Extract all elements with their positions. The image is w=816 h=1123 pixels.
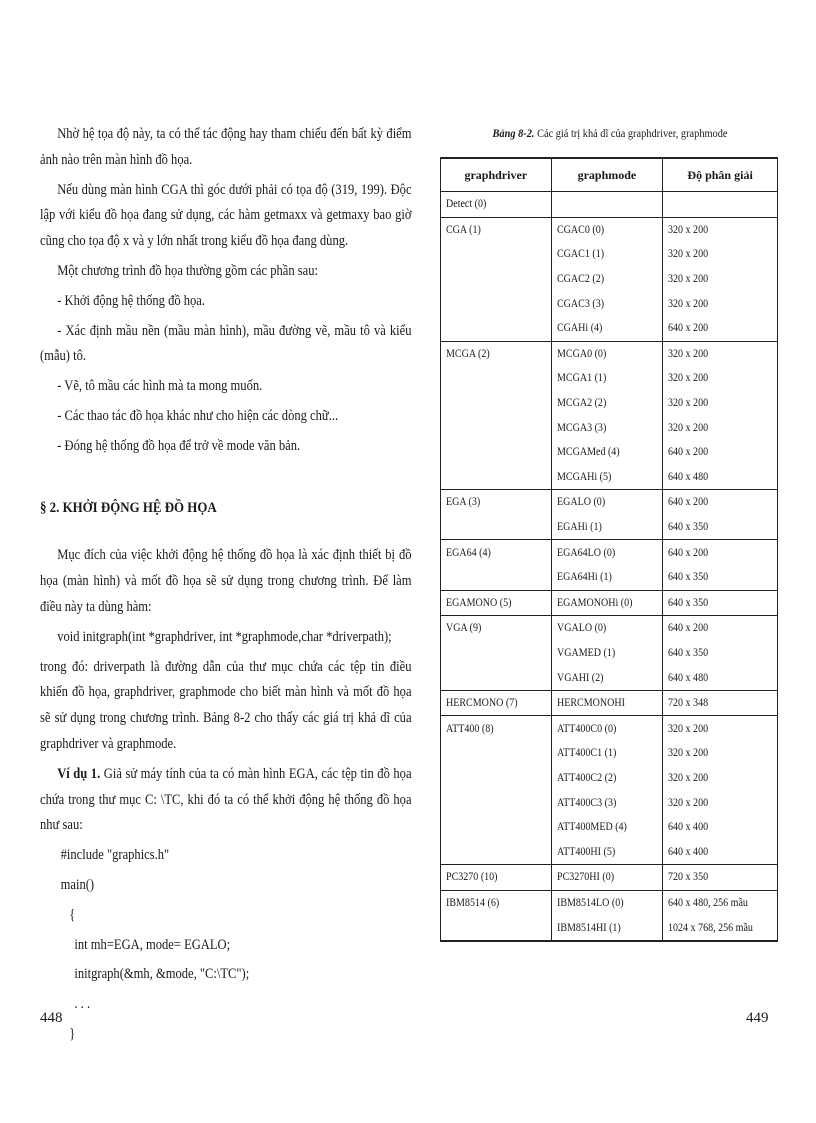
- cell-resolution: [663, 217, 778, 242]
- cell-graphmode: [551, 890, 663, 915]
- cell-graphdriver: [441, 415, 552, 440]
- cell-graphdriver: [441, 291, 552, 316]
- cell-resolution: [663, 616, 778, 641]
- page-number-left: 448: [40, 1010, 63, 1026]
- cell-graphmode: [551, 366, 663, 391]
- code-line: int mh=EGA, mode= EGALO;: [74, 936, 231, 953]
- cell-resolution: [663, 790, 778, 815]
- table-row: [441, 515, 778, 540]
- cell-resolution: [663, 890, 778, 915]
- cell-graphmode: [551, 242, 663, 267]
- cell-resolution-text: 640 x 200: [668, 546, 709, 559]
- paragraph: Nếu dùng màn hình CGA thì góc dưới phải có tọa độ (319, 199). Độc lập với kiểu đồ họa đang sử dụng, các hàm getmaxx và getmaxy bao giờ cũng cho tọa độ x và y lớn nhất trong kiểu đồ họa đang dùng.: [40, 181, 412, 250]
- table-row: [441, 540, 778, 565]
- cell-graphmode-text: CGAC3 (3): [556, 297, 604, 310]
- cell-graphmode: [551, 815, 663, 840]
- cell-graphmode-text: MCGA3 (3): [556, 421, 606, 434]
- cell-graphdriver: [441, 665, 552, 690]
- cell-graphdriver: [441, 590, 552, 616]
- section-title: § 2. KHỞI ĐỘNG HỆ ĐỒ HỌA: [40, 499, 217, 516]
- cell-graphmode: [551, 716, 663, 741]
- cell-graphdriver: [441, 915, 552, 941]
- table-row: [441, 267, 778, 292]
- header-graphmode: graphmode: [551, 158, 663, 192]
- cell-graphdriver: [441, 391, 552, 416]
- cell-resolution: [663, 490, 778, 515]
- cell-graphmode: [551, 741, 663, 766]
- example-label: Ví dụ 1.: [57, 765, 101, 782]
- cell-graphmode: [551, 915, 663, 941]
- cell-graphmode: [551, 192, 663, 218]
- cell-graphdriver: [441, 641, 552, 666]
- cell-graphmode: [551, 217, 663, 242]
- code-line: . . .: [74, 996, 91, 1013]
- cell-resolution-text: 640 x 200: [668, 322, 709, 335]
- cell-graphmode-text: EGALO (0): [556, 496, 605, 509]
- table-row: [441, 790, 778, 815]
- header-resolution: Độ phân giải: [663, 158, 778, 192]
- cell-resolution-text: 720 x 350: [668, 871, 709, 884]
- left-page-body: [40, 122, 412, 1048]
- cell-graphmode: [551, 690, 663, 716]
- cell-resolution-text: 640 x 350: [668, 571, 709, 584]
- cell-graphmode: [551, 766, 663, 791]
- cell-resolution-text: 640 x 480: [668, 671, 709, 684]
- header-graphdriver: graphdriver: [441, 158, 552, 192]
- list-item: - Xác định mầu nền (mầu màn hình), mầu đường vẽ, mầu tô và kiểu (mẫu) tô.: [40, 322, 412, 365]
- cell-graphmode-text: HERCMONOHI: [556, 697, 625, 710]
- cell-graphmode-text: ATT400C1 (1): [556, 747, 616, 760]
- cell-graphmode-text: MCGA0 (0): [556, 347, 606, 360]
- cell-graphmode: [551, 391, 663, 416]
- cell-graphmode: [551, 465, 663, 490]
- cell-resolution-text: 320 x 200: [668, 248, 709, 261]
- cell-resolution-text: 320 x 200: [668, 347, 709, 360]
- table-header-row: [441, 158, 778, 192]
- cell-graphdriver: [441, 267, 552, 292]
- cell-resolution: [663, 515, 778, 540]
- cell-graphdriver-text: EGA64 (4): [446, 546, 491, 559]
- cell-graphdriver-text: HERCMONO (7): [446, 697, 518, 710]
- cell-graphmode-text: ATT400HI (5): [556, 845, 615, 858]
- table-row: [441, 316, 778, 341]
- cell-graphmode: [551, 490, 663, 515]
- cell-resolution: [663, 839, 778, 864]
- cell-graphmode-text: IBM8514HI (1): [556, 921, 621, 934]
- cell-resolution-text: 640 x 480, 256 mầu: [668, 896, 749, 909]
- cell-resolution: [663, 641, 778, 666]
- example-text: Giả sử máy tính của ta có màn hình EGA, các tệp tin đồ họa chứa trong thư mục C: \TC, khi đó ta có thể khởi động hệ thống đồ họa như sau:: [40, 765, 412, 834]
- cell-resolution-text: 640 x 400: [668, 821, 709, 834]
- list-item: - Khởi động hệ thống đồ họa.: [57, 292, 206, 309]
- cell-graphmode: [551, 291, 663, 316]
- cell-graphmode: [551, 616, 663, 641]
- cell-graphdriver-text: PC3270 (10): [446, 871, 498, 884]
- cell-resolution-text: 320 x 200: [668, 297, 709, 310]
- cell-resolution-text: 320 x 200: [668, 747, 709, 760]
- cell-resolution-text: 640 x 200: [668, 496, 709, 509]
- cell-graphdriver: [441, 465, 552, 490]
- cell-graphmode-text: PC3270HI (0): [556, 871, 614, 884]
- cell-graphdriver: [441, 616, 552, 641]
- cell-graphmode-text: VGALO (0): [556, 622, 606, 635]
- cell-graphdriver-text: MCGA (2): [446, 347, 490, 360]
- cell-graphmode-text: EGA64Hi (1): [556, 571, 612, 584]
- code-line: #include "graphics.h": [60, 847, 170, 864]
- cell-resolution-text: 320 x 200: [668, 722, 709, 735]
- table-row: [441, 490, 778, 515]
- cell-graphmode: [551, 641, 663, 666]
- cell-graphmode-text: MCGA2 (2): [556, 397, 606, 410]
- cell-graphdriver: [441, 515, 552, 540]
- cell-graphdriver: [441, 540, 552, 565]
- cell-graphmode-text: MCGAMed (4): [556, 446, 620, 459]
- table-row: [441, 440, 778, 465]
- table-row: [441, 766, 778, 791]
- cell-resolution-text: 640 x 350: [668, 646, 709, 659]
- cell-graphdriver-text: EGA (3): [446, 496, 481, 509]
- cell-graphdriver-text: VGA (9): [446, 622, 482, 635]
- list-item: - Đóng hệ thống đồ họa để trở về mode văn bản.: [57, 437, 301, 454]
- page-number-right: 449: [746, 1010, 769, 1026]
- cell-resolution-text: 640 x 200: [668, 446, 709, 459]
- example-paragraph: [40, 762, 412, 839]
- cell-graphmode-text: VGAMED (1): [556, 646, 615, 659]
- cell-graphmode-text: EGAMONOHi (0): [556, 596, 633, 609]
- table-row: [441, 291, 778, 316]
- table-row: [441, 217, 778, 242]
- cell-graphmode: [551, 665, 663, 690]
- cell-graphdriver: [441, 316, 552, 341]
- cell-graphmode-text: CGAC2 (2): [556, 273, 604, 286]
- table-row: [441, 915, 778, 941]
- cell-resolution-text: 320 x 200: [668, 273, 709, 286]
- code-line: initgraph(&mh, &mode, "C:\TC");: [74, 966, 250, 983]
- cell-graphmode: [551, 865, 663, 891]
- table-row: [441, 192, 778, 218]
- cell-resolution: [663, 415, 778, 440]
- cell-graphdriver: [441, 741, 552, 766]
- cell-resolution-text: 320 x 200: [668, 372, 709, 385]
- paragraph: trong đó: driverpath là đường dẫn của thư mục chứa các tệp tin điều khiển đồ họa, graphdriver, graphmode cho biết màn hình và mốt đồ họa sẽ sử dụng trong chương trình. Bảng 8-2 cho thấy các giá trị khả dĩ của graphdriver và graphmode.: [40, 658, 412, 752]
- cell-graphdriver: [441, 690, 552, 716]
- cell-resolution: [663, 465, 778, 490]
- cell-resolution-text: 320 x 200: [668, 223, 709, 236]
- cell-graphmode: [551, 440, 663, 465]
- cell-graphdriver: [441, 839, 552, 864]
- cell-graphdriver: [441, 865, 552, 891]
- cell-graphdriver: [441, 766, 552, 791]
- cell-resolution: [663, 440, 778, 465]
- cell-graphmode-text: EGA64LO (0): [556, 546, 615, 559]
- table-row: [441, 839, 778, 864]
- cell-resolution: [663, 865, 778, 891]
- cell-resolution: [663, 766, 778, 791]
- cell-graphdriver: [441, 192, 552, 218]
- cell-graphdriver: [441, 440, 552, 465]
- table-row: [441, 341, 778, 366]
- list-item: - Các thao tác đồ họa khác như cho hiện các dòng chữ...: [57, 407, 339, 424]
- cell-graphmode: [551, 341, 663, 366]
- cell-graphmode: [551, 540, 663, 565]
- cell-graphmode-text: IBM8514LO (0): [556, 896, 624, 909]
- cell-graphmode: [551, 790, 663, 815]
- cell-resolution: [663, 815, 778, 840]
- cell-graphmode: [551, 267, 663, 292]
- cell-graphdriver: [441, 890, 552, 915]
- cell-graphmode: [551, 415, 663, 440]
- cell-graphdriver-text: Detect (0): [446, 198, 487, 211]
- cell-graphmode-text: MCGA1 (1): [556, 372, 606, 385]
- cell-resolution: [663, 565, 778, 590]
- cell-graphmode: [551, 316, 663, 341]
- cell-resolution: [663, 915, 778, 941]
- cell-graphmode-text: ATT400MED (4): [556, 821, 627, 834]
- cell-resolution: [663, 341, 778, 366]
- cell-resolution-text: 320 x 200: [668, 796, 709, 809]
- cell-resolution: [663, 366, 778, 391]
- cell-resolution: [663, 267, 778, 292]
- list-item: - Vẽ, tô mầu các hình mà ta mong muốn.: [57, 378, 263, 395]
- cell-resolution-text: 320 x 200: [668, 421, 709, 434]
- cell-graphdriver: [441, 490, 552, 515]
- cell-resolution: [663, 590, 778, 616]
- cell-graphmode-text: ATT400C2 (2): [556, 771, 616, 784]
- cell-resolution: [663, 242, 778, 267]
- cell-resolution-text: 320 x 200: [668, 771, 709, 784]
- caption-label: Bảng 8-2.: [492, 128, 535, 140]
- table-row: [441, 815, 778, 840]
- cell-resolution-text: 640 x 400: [668, 845, 709, 858]
- cell-resolution: [663, 741, 778, 766]
- code-line: main(): [60, 876, 95, 893]
- table-row: [441, 641, 778, 666]
- cell-graphdriver: [441, 815, 552, 840]
- cell-graphmode: [551, 590, 663, 616]
- paragraph: Mục đích của việc khởi động hệ thống đồ họa là xác định thiết bị đồ họa (màn hình) và mốt đồ họa sẽ sử dụng trong chương trình. Để làm điều này ta dùng hàm:: [40, 547, 412, 615]
- caption-text: Các giá trị khả dĩ của graphdriver, graphmode: [534, 128, 728, 140]
- cell-resolution: [663, 665, 778, 690]
- cell-resolution: [663, 716, 778, 741]
- table-caption: [457, 128, 763, 140]
- cell-resolution-text: 1024 x 768, 256 mầu: [668, 921, 754, 934]
- cell-graphmode: [551, 839, 663, 864]
- cell-graphmode-text: ATT400C3 (3): [556, 796, 616, 809]
- cell-graphmode-text: CGAHi (4): [556, 322, 602, 335]
- table-row: [441, 465, 778, 490]
- graphics-modes-table: [440, 157, 778, 942]
- cell-graphmode-text: EGAHi (1): [556, 521, 602, 534]
- cell-graphmode: [551, 565, 663, 590]
- cell-resolution-text: 720 x 348: [668, 697, 709, 710]
- code-line: {: [69, 906, 76, 923]
- cell-graphdriver: [441, 341, 552, 366]
- cell-graphdriver: [441, 217, 552, 242]
- cell-resolution-text: 640 x 480: [668, 470, 709, 483]
- paragraph: Một chương trình đồ họa thường gồm các phần sau:: [57, 262, 318, 279]
- cell-graphmode-text: CGAC0 (0): [556, 223, 604, 236]
- cell-resolution-text: 640 x 350: [668, 521, 709, 534]
- cell-resolution: [663, 316, 778, 341]
- cell-resolution: [663, 192, 778, 218]
- table-row: [441, 616, 778, 641]
- table-body: [441, 192, 778, 941]
- cell-graphmode-text: MCGAHi (5): [556, 470, 611, 483]
- cell-resolution: [663, 391, 778, 416]
- table-row: [441, 366, 778, 391]
- cell-graphdriver-text: EGAMONO (5): [446, 596, 512, 609]
- table-row: [441, 590, 778, 616]
- cell-graphmode-text: CGAC1 (1): [556, 248, 604, 261]
- table-row: [441, 716, 778, 741]
- code-line: }: [69, 1025, 76, 1042]
- paragraph: Nhờ hệ tọa độ này, ta có thể tác động hay tham chiếu đến bất kỳ điểm ảnh nào trên màn hình đồ họa.: [40, 126, 412, 168]
- cell-resolution: [663, 690, 778, 716]
- table-row: [441, 665, 778, 690]
- table-row: [441, 242, 778, 267]
- cell-graphdriver-text: CGA (1): [446, 223, 481, 236]
- table-row: [441, 741, 778, 766]
- cell-graphdriver: [441, 565, 552, 590]
- cell-resolution: [663, 291, 778, 316]
- table-row: [441, 865, 778, 891]
- cell-resolution-text: 320 x 200: [668, 397, 709, 410]
- table-row: [441, 391, 778, 416]
- cell-graphdriver-text: IBM8514 (6): [446, 896, 500, 909]
- cell-resolution-text: 640 x 350: [668, 596, 709, 609]
- table-row: [441, 690, 778, 716]
- table-row: [441, 415, 778, 440]
- cell-graphmode-text: VGAHI (2): [556, 671, 604, 684]
- cell-graphmode-text: ATT400C0 (0): [556, 722, 616, 735]
- table-row: [441, 890, 778, 915]
- cell-graphdriver: [441, 242, 552, 267]
- cell-resolution-text: 640 x 200: [668, 622, 709, 635]
- cell-graphdriver: [441, 790, 552, 815]
- cell-graphdriver: [441, 366, 552, 391]
- cell-graphdriver: [441, 716, 552, 741]
- table-row: [441, 565, 778, 590]
- cell-resolution: [663, 540, 778, 565]
- cell-graphmode: [551, 515, 663, 540]
- cell-graphdriver-text: ATT400 (8): [446, 722, 494, 735]
- function-signature: void initgraph(int *graphdriver, int *graphmode,char *driverpath);: [57, 628, 392, 645]
